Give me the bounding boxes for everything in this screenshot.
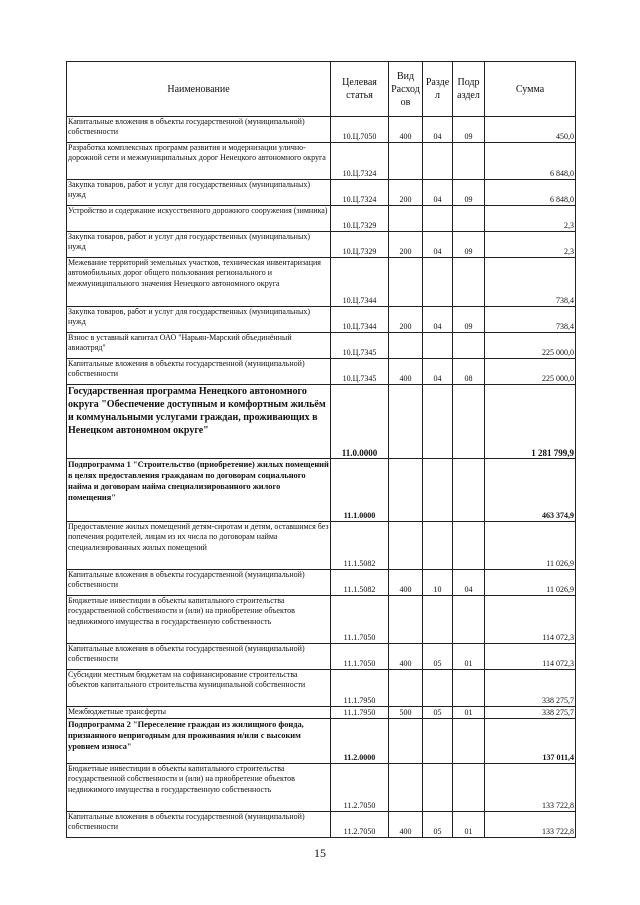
cell-section: 04: [423, 180, 453, 206]
cell-name: Государственная программа Ненецкого автономного округа "Обеспечение доступным и комфортным жильём и коммунальными услугами граждан, проживающих в Ненецком автономном округе": [67, 385, 331, 459]
cell-target: 11.2.0000: [331, 719, 389, 764]
cell-sum: 11 026,9: [485, 570, 576, 596]
cell-type: [389, 596, 423, 644]
cell-name: Бюджетные инвестиции в объекты капитального строительства государственной собственности и (или) на приобретение объектов недвижимого имущества в государственную собственность: [67, 764, 331, 812]
cell-subsection: 04: [453, 570, 485, 596]
cell-name: Капитальные вложения в объекты государственной (муниципальной) собственности: [67, 812, 331, 838]
cell-subsection: [453, 719, 485, 764]
table-row: [67, 333, 576, 359]
cell-sum: 2,3: [485, 206, 576, 232]
cell-section: [423, 143, 453, 180]
cell-type: 200: [389, 307, 423, 333]
cell-target: 11.1.7950: [331, 707, 389, 719]
cell-name: Взнос в уставный капитал ОАО "Нарьян-Марский объединённый авиаотряд": [67, 333, 331, 359]
cell-sum: 225 000,0: [485, 359, 576, 385]
cell-subsection: 09: [453, 180, 485, 206]
table-row: [67, 258, 576, 307]
cell-name: Закупка товаров, работ и услуг для государственных (муниципальных) нужд: [67, 180, 331, 206]
cell-subsection: [453, 258, 485, 307]
cell-name: Капитальные вложения в объекты государственной (муниципальной) собственности: [67, 359, 331, 385]
budget-table: [66, 61, 576, 838]
cell-name: Закупка товаров, работ и услуг для государственных (муниципальных) нужд: [67, 307, 331, 333]
cell-target: 10.Ц.7329: [331, 232, 389, 258]
cell-section: 04: [423, 117, 453, 143]
cell-section: [423, 385, 453, 459]
cell-sum: 133 722,8: [485, 812, 576, 838]
table-row: [67, 764, 576, 812]
table-row: [67, 707, 576, 719]
cell-sum: 738,4: [485, 258, 576, 307]
cell-name: Подпрограмма 1 "Строительство (приобретение) жилых помещений в целях предоставления гражданам по договорам социального найма и договорам найма специализированного жилого помещения": [67, 459, 331, 522]
cell-section: 04: [423, 359, 453, 385]
table-row: [67, 670, 576, 707]
cell-type: [389, 764, 423, 812]
cell-type: [389, 206, 423, 232]
table-row: [67, 719, 576, 764]
table-row: [67, 143, 576, 180]
cell-section: [423, 764, 453, 812]
cell-type: 500: [389, 707, 423, 719]
cell-subsection: 09: [453, 117, 485, 143]
cell-target: 11.0.0000: [331, 385, 389, 459]
cell-name: Подпрограмма 2 "Переселение граждан из жилищного фонда, признанного непригодным для проживания и/или с высоким уровнем износа": [67, 719, 331, 764]
cell-section: 05: [423, 644, 453, 670]
table-row: [67, 570, 576, 596]
cell-type: 400: [389, 644, 423, 670]
cell-name: Капитальные вложения в объекты государственной (муниципальной) собственности: [67, 570, 331, 596]
cell-target: 11.1.7050: [331, 644, 389, 670]
cell-type: [389, 670, 423, 707]
cell-section: [423, 459, 453, 522]
cell-target: 11.2.7050: [331, 764, 389, 812]
cell-target: 11.1.7950: [331, 670, 389, 707]
cell-section: [423, 206, 453, 232]
cell-target: 10.Ц.7324: [331, 143, 389, 180]
cell-target: 11.1.7050: [331, 596, 389, 644]
cell-subsection: [453, 764, 485, 812]
cell-target: 10.Ц.7050: [331, 117, 389, 143]
cell-subsection: [453, 522, 485, 570]
cell-sum: 133 722,8: [485, 764, 576, 812]
cell-type: [389, 143, 423, 180]
table-row: [67, 459, 576, 522]
cell-name: Разработка комплексных программ развития и модернизации улично-дорожной сети и межмуниципальных дорог Ненецкого автономного округа: [67, 143, 331, 180]
col-header-subsection: Подр аздел: [453, 62, 485, 117]
cell-sum: 6 848,0: [485, 143, 576, 180]
cell-subsection: 01: [453, 812, 485, 838]
cell-target: 10.Ц.7324: [331, 180, 389, 206]
cell-type: 200: [389, 180, 423, 206]
table-row: [67, 385, 576, 459]
cell-subsection: 01: [453, 707, 485, 719]
cell-section: [423, 522, 453, 570]
cell-sum: 137 011,4: [485, 719, 576, 764]
cell-target: 10.Ц.7345: [331, 333, 389, 359]
cell-subsection: 09: [453, 307, 485, 333]
cell-target: 10.Ц.7329: [331, 206, 389, 232]
cell-name: Субсидии местным бюджетам на софинансирование строительства объектов капитального строительства муниципальной собственности: [67, 670, 331, 707]
cell-sum: 1 281 799,9: [485, 385, 576, 459]
cell-type: [389, 719, 423, 764]
table-row: [67, 359, 576, 385]
cell-name: Закупка товаров, работ и услуг для государственных (муниципальных) нужд: [67, 232, 331, 258]
cell-section: [423, 258, 453, 307]
cell-sum: 114 072,3: [485, 644, 576, 670]
cell-section: [423, 333, 453, 359]
cell-name: Капитальные вложения в объекты государственной (муниципальной) собственности: [67, 117, 331, 143]
cell-target: 11.1.5082: [331, 522, 389, 570]
cell-type: 400: [389, 570, 423, 596]
cell-subsection: [453, 670, 485, 707]
cell-sum: 6 848,0: [485, 180, 576, 206]
table-row: [67, 206, 576, 232]
cell-sum: 450,0: [485, 117, 576, 143]
cell-subsection: 09: [453, 232, 485, 258]
cell-type: [389, 522, 423, 570]
cell-name: Бюджетные инвестиции в объекты капитального строительства государственной собственности и (или) на приобретение объектов недвижимого имущества в государственную собственность: [67, 596, 331, 644]
cell-section: 10: [423, 570, 453, 596]
cell-type: 400: [389, 117, 423, 143]
cell-sum: 225 000,0: [485, 333, 576, 359]
cell-sum: 114 072,3: [485, 596, 576, 644]
cell-subsection: [453, 459, 485, 522]
cell-sum: 338 275,7: [485, 670, 576, 707]
cell-section: [423, 596, 453, 644]
cell-type: [389, 385, 423, 459]
cell-section: 05: [423, 812, 453, 838]
table-row: [67, 180, 576, 206]
table-row: [67, 117, 576, 143]
cell-target: 10.Ц.7345: [331, 359, 389, 385]
cell-name: Межбюджетные трансферты: [67, 707, 331, 719]
cell-name: Предоставление жилых помещений детям-сиротам и детям, оставшимся без попечения родителей, лицам из их числа по договорам найма специализированных жилых помещений: [67, 522, 331, 570]
cell-target: 10.Ц.7344: [331, 307, 389, 333]
cell-type: [389, 258, 423, 307]
cell-type: 400: [389, 812, 423, 838]
cell-subsection: 01: [453, 644, 485, 670]
cell-section: [423, 719, 453, 764]
col-header-target: Целевая статья: [331, 62, 389, 117]
cell-section: 04: [423, 307, 453, 333]
cell-target: 11.1.0000: [331, 459, 389, 522]
cell-subsection: [453, 596, 485, 644]
cell-section: 05: [423, 707, 453, 719]
cell-section: 04: [423, 232, 453, 258]
cell-name: Устройство и содержание искусственного дорожного сооружения (зимника): [67, 206, 331, 232]
cell-name: Межевание территорий земельных участков, техническая инвентаризация автомобильных дорог общего пользования регионального и межмуниципального значения Ненецкого автономного округа: [67, 258, 331, 307]
cell-sum: 11 026,9: [485, 522, 576, 570]
cell-type: [389, 333, 423, 359]
cell-type: 400: [389, 359, 423, 385]
col-header-name: Наименование: [67, 62, 331, 117]
table-row: [67, 812, 576, 838]
cell-target: 11.1.5082: [331, 570, 389, 596]
page-number: 15: [314, 846, 326, 860]
cell-target: 11.2.7050: [331, 812, 389, 838]
table-row: [67, 644, 576, 670]
table-row: [67, 307, 576, 333]
col-header-type: Вид Расход ов: [389, 62, 423, 117]
cell-section: [423, 670, 453, 707]
cell-name: Капитальные вложения в объекты государственной (муниципальной) собственности: [67, 644, 331, 670]
col-header-section: Разде л: [423, 62, 453, 117]
cell-subsection: [453, 333, 485, 359]
cell-subsection: [453, 385, 485, 459]
table-row: [67, 232, 576, 258]
cell-subsection: 08: [453, 359, 485, 385]
cell-sum: 338 275,7: [485, 707, 576, 719]
cell-subsection: [453, 206, 485, 232]
cell-type: [389, 459, 423, 522]
cell-sum: 2,3: [485, 232, 576, 258]
cell-type: 200: [389, 232, 423, 258]
cell-sum: 738,4: [485, 307, 576, 333]
col-header-sum: Сумма: [485, 62, 576, 117]
table-header-row: [67, 62, 576, 117]
cell-target: 10.Ц.7344: [331, 258, 389, 307]
cell-subsection: [453, 143, 485, 180]
table-row: [67, 596, 576, 644]
cell-sum: 463 374,9: [485, 459, 576, 522]
table-row: [67, 522, 576, 570]
